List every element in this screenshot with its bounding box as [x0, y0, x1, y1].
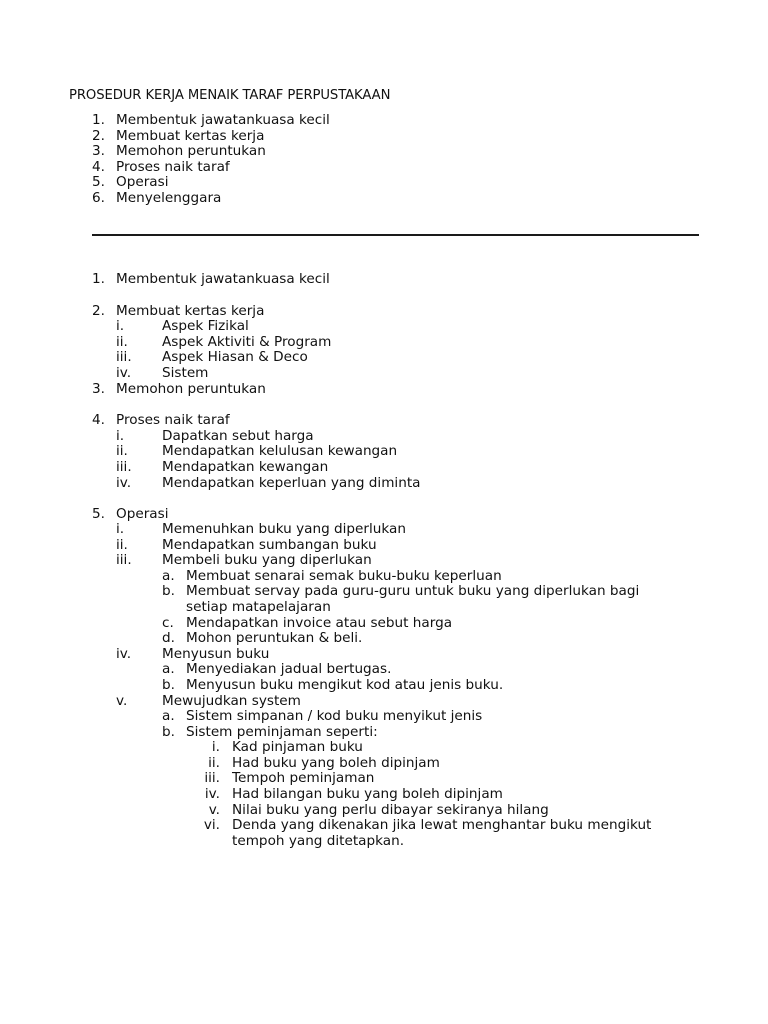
letter-marker: a. [162, 708, 175, 724]
subsubitem-text: Menyediakan jadual bertugas. [186, 661, 392, 677]
subsubitem-text: Sistem peminjaman seperti: [186, 724, 378, 740]
list-text: Proses naik taraf [116, 159, 230, 175]
list-text: Memohon peruntukan [116, 143, 266, 159]
section-number: 3. [92, 381, 105, 397]
section-number: 2. [92, 303, 105, 319]
subitem-text: Membeli buku yang diperlukan [162, 552, 372, 568]
list-number: 4. [92, 159, 105, 175]
roman-numeral: ii. [116, 537, 128, 553]
list-text: Menyelenggara [116, 190, 222, 206]
roman-numeral: iv. [116, 475, 132, 491]
subitem-text: Sistem [162, 365, 209, 381]
subsubsubitem-text: Nilai buku yang perlu dibayar sekiranya hilang [232, 802, 549, 818]
roman-numeral: v. [116, 693, 128, 709]
list-text: Membentuk jawatankuasa kecil [116, 112, 330, 128]
letter-marker: d. [162, 630, 175, 646]
roman-numeral: iii. [116, 349, 132, 365]
roman-numeral: i. [211, 739, 220, 755]
list-number: 3. [92, 143, 105, 159]
letter-marker: b. [162, 724, 175, 740]
section-title: Operasi [116, 506, 169, 522]
section-title: Memohon peruntukan [116, 381, 266, 397]
list-number: 6. [92, 190, 105, 206]
subitem-text: Mewujudkan system [162, 693, 301, 709]
subsubsubitem-text: Tempoh peminjaman [232, 770, 375, 786]
subsubsubitem-text: Had buku yang boleh dipinjam [232, 755, 440, 771]
subitem-text: Dapatkan sebut harga [162, 428, 314, 444]
subsubsubitem-text: Had bilangan buku yang boleh dipinjam [232, 786, 503, 802]
subsubitem-text: Membuat senarai semak buku-buku keperluan [186, 568, 502, 584]
roman-numeral: ii. [208, 755, 220, 771]
roman-numeral: iv. [116, 365, 132, 381]
subitem-text: Aspek Aktiviti & Program [162, 334, 332, 350]
roman-numeral: i. [116, 318, 125, 334]
letter-marker: b. [162, 677, 175, 693]
subitem-text: Mendapatkan kewangan [162, 459, 329, 475]
section-title: Membentuk jawatankuasa kecil [116, 271, 330, 287]
document-title: PROSEDUR KERJA MENAIK TARAF PERPUSTAKAAN [69, 88, 391, 103]
roman-numeral: i. [116, 428, 125, 444]
list-number: 1. [92, 112, 105, 128]
subitem-text: Memenuhkan buku yang diperlukan [162, 521, 406, 537]
subsubitem-text: Menyusun buku mengikut kod atau jenis buku. [186, 677, 504, 693]
section-number: 1. [92, 271, 105, 287]
subitem-text: Mendapatkan keperluan yang diminta [162, 475, 421, 491]
subsubitem-text: Sistem simpanan / kod buku menyikut jenis [186, 708, 483, 724]
subsubitem-text: Membuat servay pada guru-guru untuk buku yang diperlukan bagi [186, 583, 640, 599]
subitem-text: Aspek Fizikal [162, 318, 249, 334]
section-title: Proses naik taraf [116, 412, 230, 428]
letter-marker: a. [162, 661, 175, 677]
subsubitem-text: Mohon peruntukan & beli. [186, 630, 363, 646]
roman-numeral: vi. [203, 817, 220, 833]
letter-marker: a. [162, 568, 175, 584]
section-title: Membuat kertas kerja [116, 303, 265, 319]
subitem-text: Mendapatkan sumbangan buku [162, 537, 377, 553]
subsubitem-text-continued: setiap matapelajaran [186, 599, 331, 615]
roman-numeral: iii. [116, 459, 132, 475]
roman-numeral: iv. [204, 786, 220, 802]
subsubitem-text: Mendapatkan invoice atau sebut harga [186, 615, 453, 631]
subitem-text: Aspek Hiasan & Deco [162, 349, 308, 365]
section-number: 4. [92, 412, 105, 428]
letter-marker: b. [162, 583, 175, 599]
roman-numeral: iii. [116, 552, 132, 568]
list-text: Operasi [116, 174, 169, 190]
roman-numeral: ii. [116, 334, 128, 350]
roman-numeral: i. [116, 521, 125, 537]
subitem-text: Menyusun buku [162, 646, 270, 662]
roman-numeral: iii. [204, 770, 220, 786]
list-number: 5. [92, 174, 105, 190]
roman-numeral: v. [208, 802, 220, 818]
subsubsubitem-text-continued: tempoh yang ditetapkan. [232, 833, 405, 849]
letter-marker: c. [162, 615, 174, 631]
roman-numeral: iv. [116, 646, 132, 662]
list-text: Membuat kertas kerja [116, 128, 265, 144]
subitem-text: Mendapatkan kelulusan kewangan [162, 443, 398, 459]
list-number: 2. [92, 128, 105, 144]
subsubsubitem-text: Kad pinjaman buku [232, 739, 363, 755]
horizontal-divider [92, 234, 699, 236]
section-number: 5. [92, 506, 105, 522]
subsubsubitem-text: Denda yang dikenakan jika lewat menghantar buku mengikut [232, 817, 652, 833]
roman-numeral: ii. [116, 443, 128, 459]
